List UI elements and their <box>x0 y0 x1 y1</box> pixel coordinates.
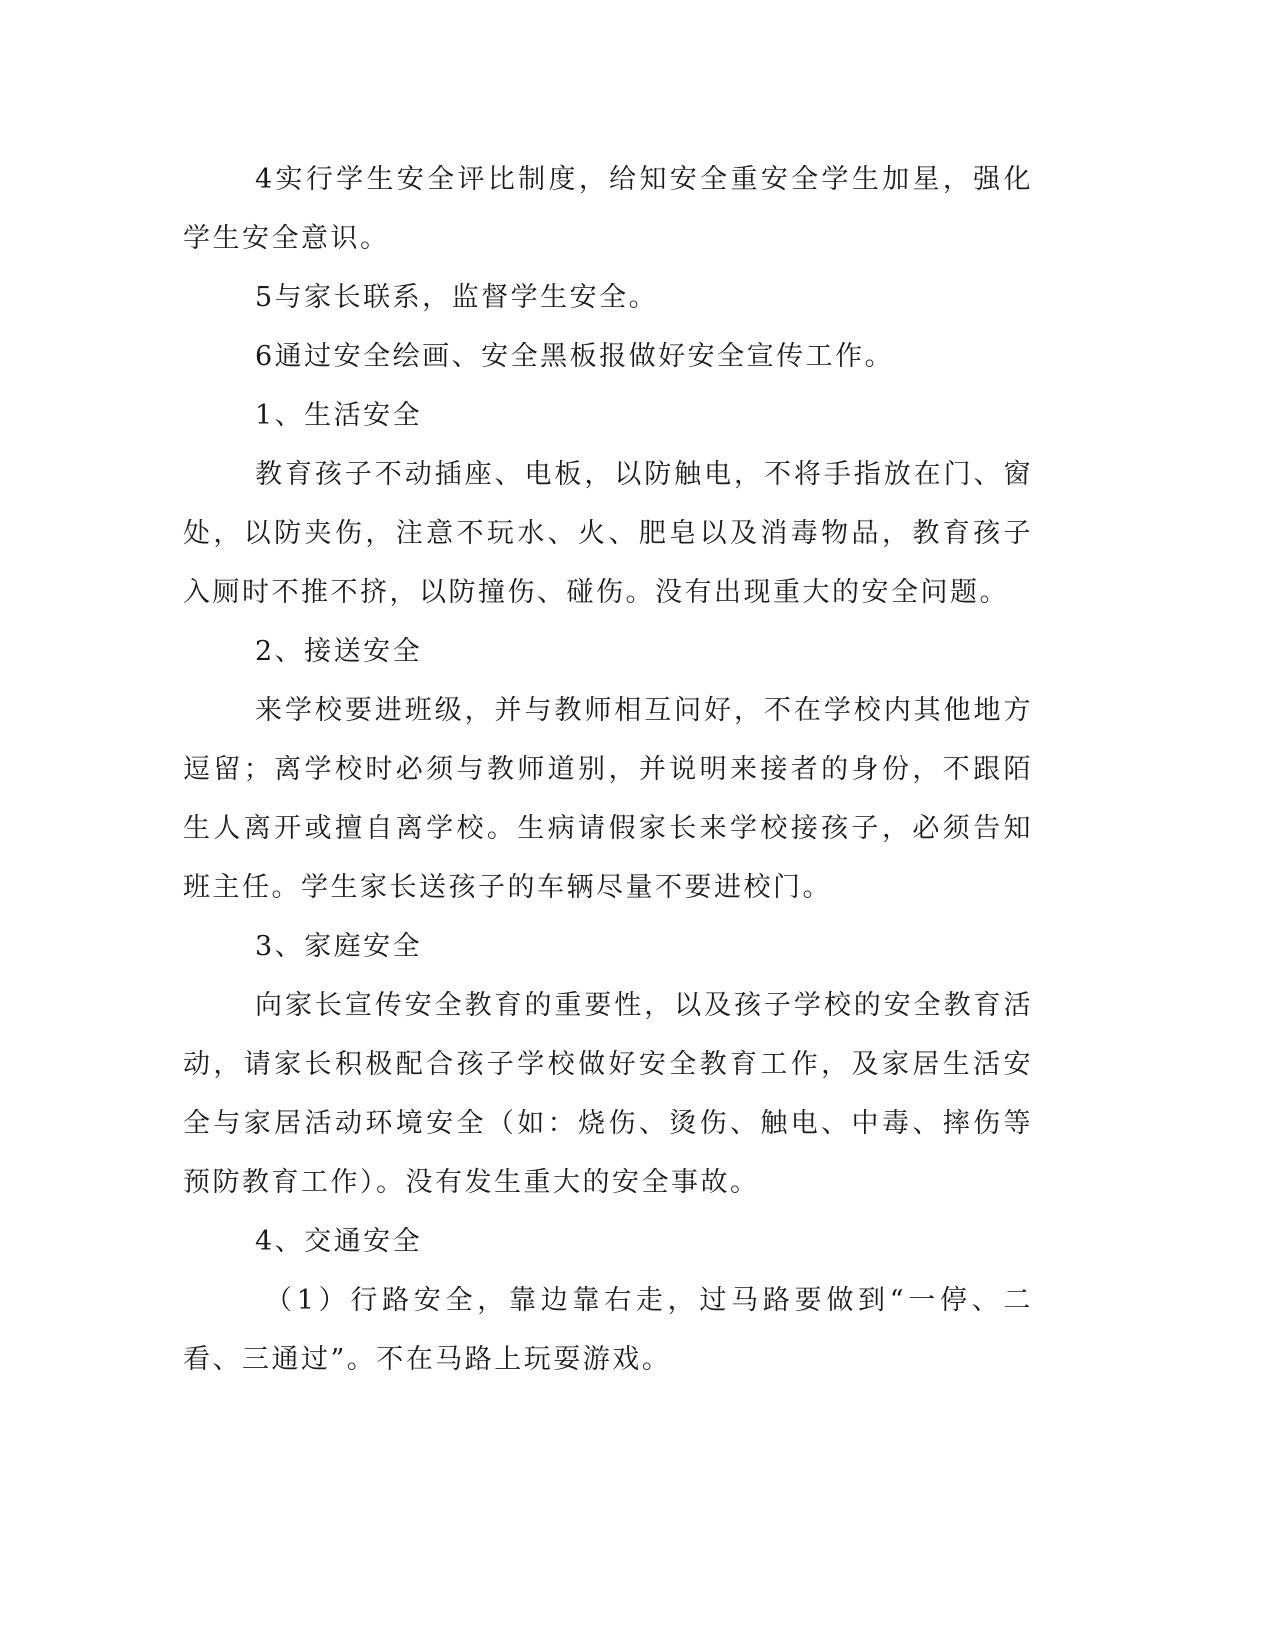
heading-life-safety: 1、生活安全 <box>255 400 423 431</box>
heading-traffic-safety: 4、交通安全 <box>255 1226 423 1257</box>
paragraph-safety-promotion: 6通过安全绘画、安全黑板报做好安全宣传工作。 <box>255 341 895 372</box>
document-body <box>183 150 1033 1389</box>
paragraph-safety-rating: 4实行学生安全评比制度，给知安全重安全学生加星，强化学生安全意识。 <box>183 164 1033 254</box>
paragraph-parent-contact: 5与家长联系，监督学生安全。 <box>255 282 659 313</box>
paragraph-walking-safety: （1）行路安全，靠边靠右走，过马路要做到“一停、二看、三通过”。不在马路上玩耍游戏。 <box>183 1285 1033 1375</box>
paragraph-home-safety: 向家长宣传安全教育的重要性，以及孩子学校的安全教育活动，请家长积极配合孩子学校做好安全教育工作，及家居生活安全与家居活动环境安全（如：烧伤、烫伤、触电、中毒、摔伤等预防教育工作）。没有发生重大的安全事故。 <box>183 990 1033 1198</box>
heading-home-safety: 3、家庭安全 <box>255 931 423 962</box>
paragraph-pickup-safety: 来学校要进班级，并与教师相互问好，不在学校内其他地方逗留；离学校时必须与教师道别，并说明来接者的身份，不跟陌生人离开或擅自离学校。生病请假家长来学校接孩子，必须告知班主任。学生家长送孩子的车辆尽量不要进校门。 <box>183 695 1033 903</box>
heading-pickup-safety: 2、接送安全 <box>255 636 423 667</box>
paragraph-life-safety: 教育孩子不动插座、电板，以防触电，不将手指放在门、窗处，以防夹伤，注意不玩水、火、肥皂以及消毒物品，教育孩子入厕时不推不挤，以防撞伤、碰伤。没有出现重大的安全问题。 <box>183 459 1033 608</box>
